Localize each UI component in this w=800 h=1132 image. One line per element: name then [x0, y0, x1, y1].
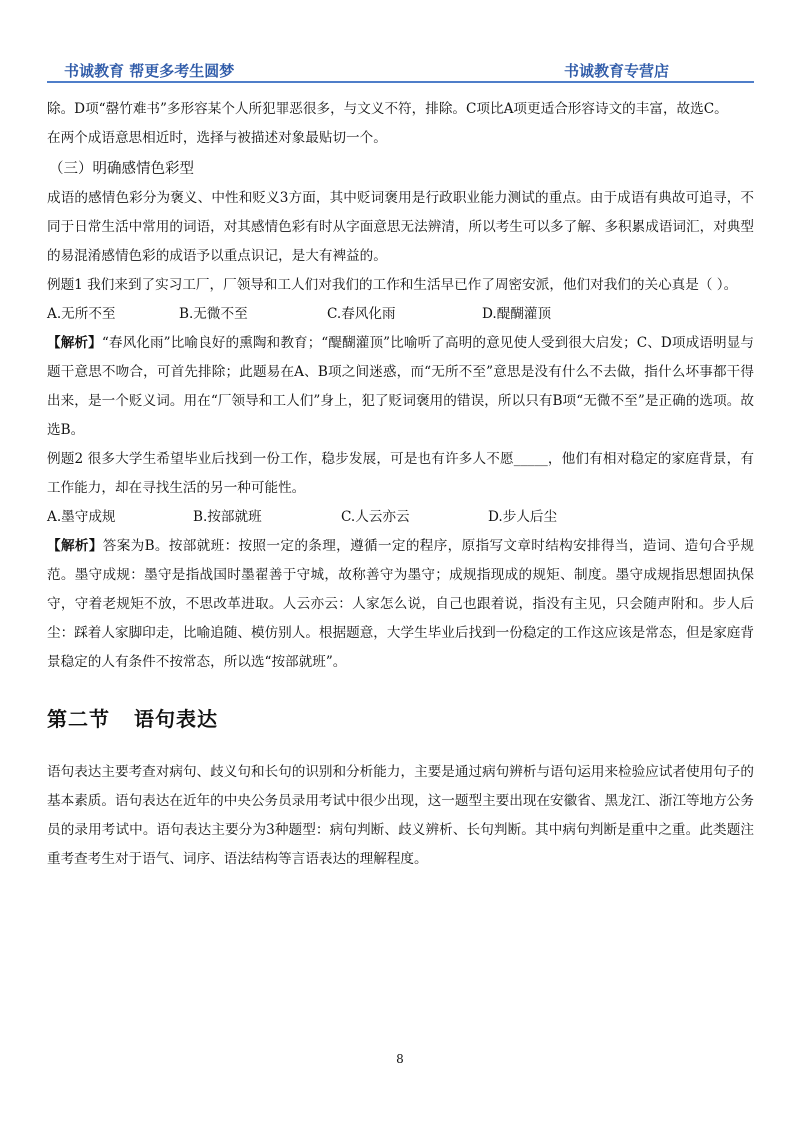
option-c: C.人云亦云	[341, 509, 410, 525]
example-1-analysis	[47, 329, 754, 445]
section-title	[47, 705, 754, 734]
subheading-emotional-color: （三）明确感情色彩型	[49, 161, 194, 177]
paragraph-tip: 在两个成语意思相近时，选择与被描述对象最贴切一个。	[47, 130, 387, 146]
analysis-label: 【解析】	[47, 538, 103, 554]
analysis-label: 【解析】	[47, 335, 102, 351]
option-c: C.春风化雨	[327, 306, 396, 322]
option-b: B.无微不至	[179, 306, 248, 322]
analysis-text: 答案为B。按部就班：按照一定的条理，遵循一定的程序，原指写文章时结构安排得当，造词、造句合乎规范。墨守成规：墨守是指战国时墨翟善于守城，故称善守为墨守；成规指现成的规矩、制度。墨守成规指思想固执保守，守着老规矩不放，不思改革进取。人云亦云：人家怎么说，自己也跟着说，指没有主见，只会随声附和。步人后尘：踩着人家脚印走，比喻追随、模仿别人。根据题意，大学生毕业后找到一份稳定的工作这应该是常态，但是家庭背景稳定的人有条件不按常态，所以选“按部就班”。	[47, 538, 754, 670]
section-number: 第二节	[47, 707, 110, 731]
example-1-stem: 例题1 我们来到了实习工厂，厂领导和工人们对我们的工作和生活早已作了周密安派，他们对我们的关心真是（ ）。	[47, 277, 738, 293]
option-a: A.无所不至	[47, 306, 116, 322]
page-number: 8	[396, 1052, 404, 1066]
paragraph-intro: 成语的感情色彩分为褒义、中性和贬义3方面，其中贬词褒用是行政职业能力测试的重点。由于成语有典故可追寻，不同于日常生活中常用的词语，对其感情色彩有时从字面意思无法辨清，所以考生可以多了解、多积累成语词汇，对典型的易混淆感情色彩的成语予以重点识记，是大有裨益的。	[47, 190, 754, 264]
document-body	[47, 95, 754, 874]
option-d: D.步人后尘	[488, 509, 558, 525]
header-store-name: 书诚教育专营店	[563, 62, 669, 80]
option-b: B.按部就班	[193, 509, 262, 525]
example-2-analysis	[47, 532, 754, 677]
section-name: 语句表达	[134, 707, 218, 731]
example-2-options	[47, 503, 754, 532]
option-a: A.墨守成规	[47, 509, 116, 525]
option-d: D.醍醐灌顶	[482, 306, 552, 322]
example-1-options	[47, 300, 754, 329]
example-2-stem: 例题2 很多大学生希望毕业后找到一份工作，稳步发展，可是也有许多人不愿_____，他们有相对稳定的家庭背景，有工作能力，却在寻找生活的另一种可能性。	[47, 451, 754, 496]
header-rule	[47, 81, 754, 83]
paragraph-continuation: 除。D项“罄竹难书”多形容某个人所犯罪恶很多，与文义不符，排除。C项比A项更适合形容诗文的丰富，故选C。	[47, 101, 728, 117]
header-slogan: 书诚教育 帮更多考生圆梦	[64, 62, 235, 80]
analysis-text: “春风化雨”比喻良好的熏陶和教育；“醍醐灌顶”比喻听了高明的意见使人受到很大启发；C、D项成语明显与题干意思不吻合，可首先排除；此题易在A、B项之间迷惑，而“无所不至”意思是没有什么不去做，指什么坏事都干得出来，是一个贬义词。用在“厂领导和工人们”身上，犯了贬词褒用的错误，所以只有B项“无微不至”是正确的选项。故选B。	[47, 335, 755, 438]
paragraph-section-intro: 语句表达主要考查对病句、歧义句和长句的识别和分析能力，主要是通过病句辨析与语句运用来检验应试者使用句子的基本素质。语句表达在近年的中央公务员录用考试中很少出现，这一题型主要出现在安徽省、黑龙江、浙江等地方公务员的录用考试中。语句表达主要分为3种题型：病句判断、歧义辨析、长句判断。其中病句判断是重中之重。此类题注重考查考生对于语气、词序、语法结构等言语表达的理解程度。	[47, 764, 754, 867]
page-header	[47, 56, 754, 82]
